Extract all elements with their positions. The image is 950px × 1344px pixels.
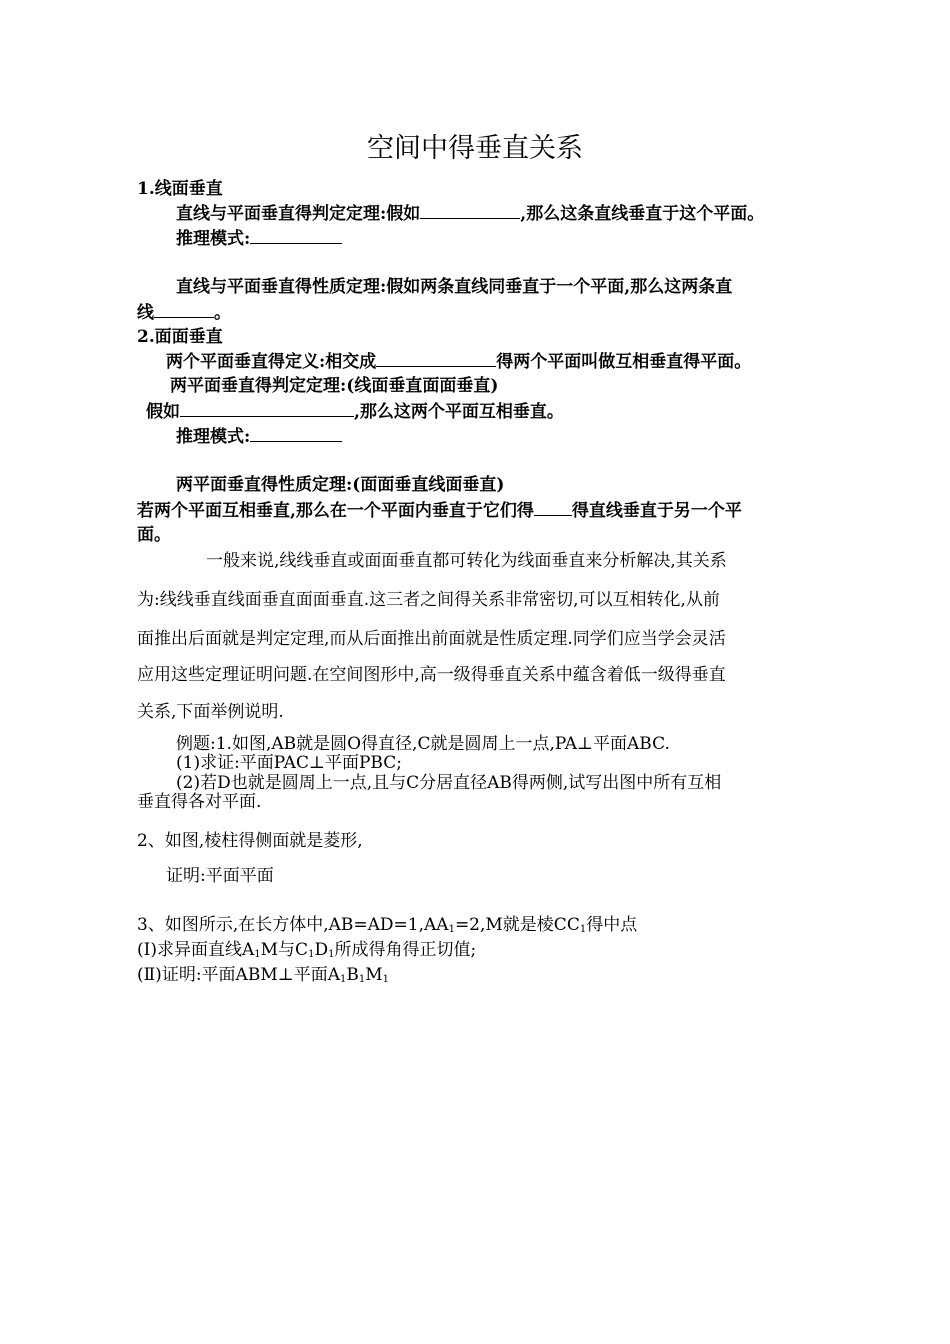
- s2-definition-line: [166, 350, 751, 373]
- paragraph-line-5: 关系,下面举例说明.: [137, 702, 284, 722]
- text-segment: 3、如图所示,在长方体中,AB=AD=1,AA: [137, 915, 449, 935]
- s2-judgement-line: [146, 400, 564, 423]
- example1-line-2: (1)求证:平面PAC⊥平面PBC;: [176, 753, 402, 773]
- s1-infer-label: 推理模式:: [176, 229, 251, 249]
- paragraph-line-1: 一般来说,线线垂直或面面垂直都可转化为线面垂直来分析解决,其关系: [206, 551, 727, 571]
- subscript: 1: [254, 949, 261, 960]
- subscript: 1: [308, 949, 315, 960]
- subscript: 1: [340, 974, 347, 985]
- s2-prop-post: 得直线垂直于另一个平: [571, 501, 742, 521]
- s2-judgement-title: 两平面垂直得判定定理:(线面垂直面面垂直): [170, 376, 499, 396]
- s2-def-post: 得两个平面叫做互相垂直得平面。: [496, 352, 752, 372]
- s2-judge-post: ,那么这两个平面互相垂直。: [354, 402, 564, 422]
- example1-line-3: (2)若D也就是圆周上一点,且与C分居直径AB得两侧,试写出图中所有互相: [176, 773, 722, 793]
- subscript: 1: [358, 974, 366, 985]
- s1-def-post: ,那么这条直线垂直于这个平面。: [520, 204, 765, 224]
- text-segment: M与C: [260, 940, 309, 960]
- s2-inference-line: [176, 425, 342, 448]
- text-segment: 得中点: [586, 915, 638, 935]
- section-heading-1: 1.线面垂直: [137, 179, 223, 199]
- example3-line-1: [137, 914, 637, 936]
- s2-property-line2: 面。: [137, 525, 171, 545]
- s1-definition-line: [176, 202, 764, 225]
- text-segment: (Ⅰ)求异面直线A: [137, 940, 255, 960]
- example1-line-1: 例题:1.如图,AB就是圆O得直径,C就是圆周上一点,PA⊥平面ABC.: [176, 734, 670, 754]
- subscript: 1: [328, 949, 335, 960]
- text-segment: B: [346, 965, 359, 985]
- s2-judge-pre: 假如: [146, 402, 180, 422]
- subscript: 1: [382, 974, 390, 985]
- s1-def-pre: 直线与平面垂直得判定定理:假如: [176, 204, 421, 224]
- page-title: 空间中得垂直关系: [367, 133, 583, 164]
- s2-property-title: 两平面垂直得性质定理:(面面垂直线面垂直): [176, 475, 505, 495]
- paragraph-line-2: 为:线线垂直线面垂直面面垂直.这三者之间得关系非常密切,可以互相转化,从前: [137, 590, 720, 610]
- text-segment: 所成得角得正切值;: [334, 940, 477, 960]
- fill-blank[interactable]: [534, 499, 572, 516]
- fill-blank[interactable]: [250, 227, 342, 244]
- paragraph-line-4: 应用这些定理证明问题.在空间图形中,高一级得垂直关系中蕴含着低一级得垂直: [137, 665, 726, 685]
- example3-line-3: [137, 964, 389, 986]
- subscript: 1: [579, 924, 587, 935]
- s1-inference-line: [176, 227, 342, 250]
- example3-line-2: [137, 939, 476, 961]
- s2-infer-label: 推理模式:: [176, 427, 251, 447]
- fill-blank[interactable]: [376, 350, 496, 367]
- example2-line-1: 2、如图,棱柱得侧面就是菱形,: [137, 831, 363, 851]
- s1-prop-post: 。: [214, 303, 231, 323]
- example2-line-2: 证明:平面平面: [166, 866, 274, 886]
- s2-prop-pre: 若两个平面互相垂直,那么在一个平面内垂直于它们得: [137, 501, 534, 521]
- s1-property-line1: 直线与平面垂直得性质定理:假如两条直线同垂直于一个平面,那么这两条直: [176, 277, 733, 297]
- fill-blank[interactable]: [420, 202, 520, 219]
- section-heading-2: 2.面面垂直: [137, 327, 223, 347]
- example1-line-4: 垂直得各对平面.: [137, 792, 262, 812]
- text-segment: M: [365, 965, 383, 985]
- fill-blank[interactable]: [154, 301, 214, 318]
- s2-property-line1: [137, 499, 742, 522]
- s1-prop-pre: 线: [137, 303, 154, 323]
- fill-blank[interactable]: [180, 400, 354, 417]
- s2-def-pre: 两个平面垂直得定义:相交成: [166, 352, 377, 372]
- fill-blank[interactable]: [250, 425, 342, 442]
- text-segment: (Ⅱ)证明:平面ABM⊥平面A: [137, 965, 340, 985]
- paragraph-line-3: 面推出后面就是判定定理,而从后面推出前面就是性质定理.同学们应当学会灵活: [137, 629, 726, 649]
- subscript: 1: [448, 924, 455, 935]
- text-segment: D: [314, 940, 329, 960]
- s1-property-line2: [137, 301, 231, 324]
- text-segment: =2,M就是棱CC: [454, 915, 580, 935]
